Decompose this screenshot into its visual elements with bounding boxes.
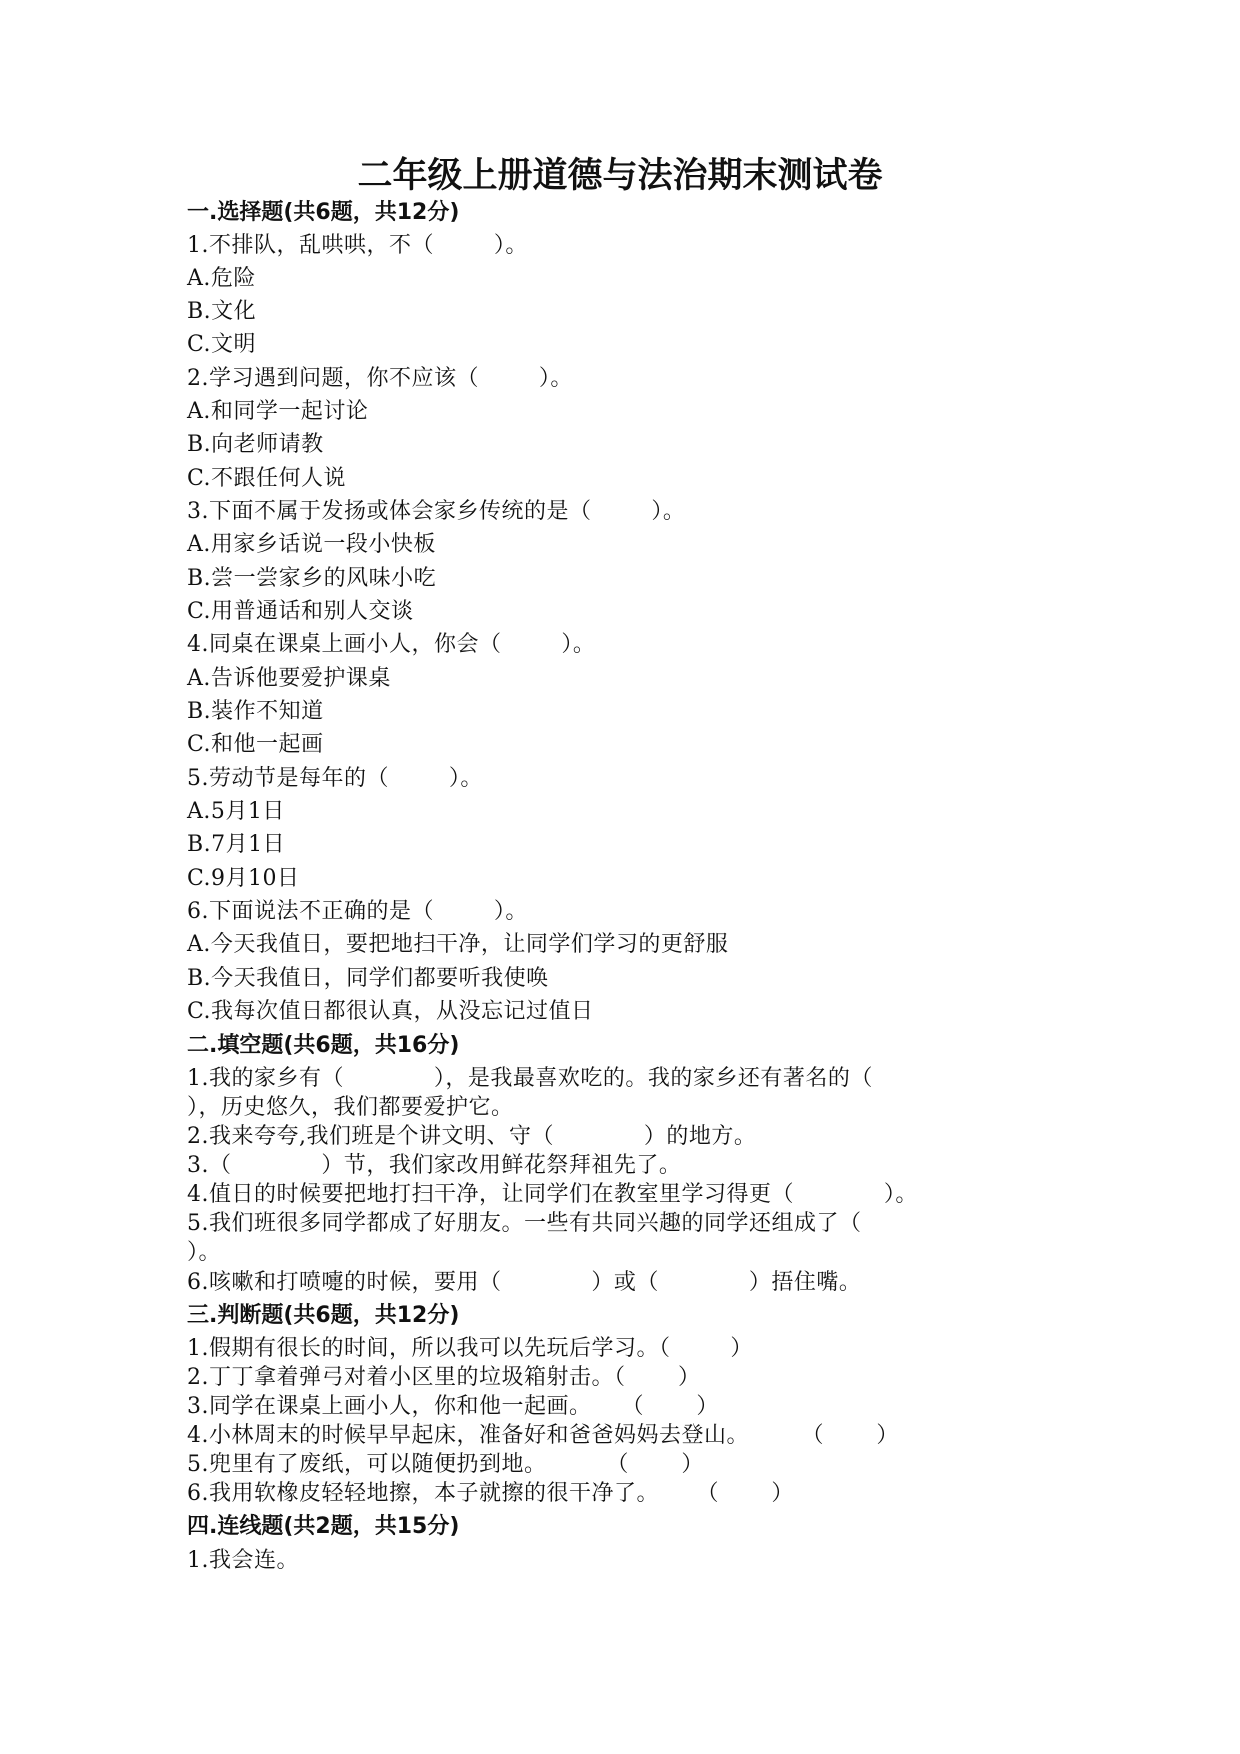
choice-option-6a: A.今天我值日，要把地扫干净，让同学们学习的更舒服: [187, 932, 729, 957]
fill-line-3: 3.（ ）节，我们家改用鲜花祭拜祖先了。: [187, 1153, 682, 1178]
fill-line-6: 6.咳嗽和打喷嚏的时候，要用（ ）或（ ）捂住嘴。: [187, 1270, 862, 1295]
section-heading-choice: 一.选择题(共6题，共12分): [187, 200, 460, 225]
choice-option-4c: C.和他一起画: [187, 732, 324, 757]
judge-line-6: 6.我用软橡皮轻轻地擦，本子就擦的很干净了。 （ ）: [187, 1481, 794, 1506]
choice-option-1b: B.文化: [187, 299, 257, 324]
fill-line-1: 1.我的家乡有（ ），是我最喜欢吃的。我的家乡还有著名的（: [187, 1066, 873, 1091]
judge-line-2: 2.丁丁拿着弹弓对着小区里的垃圾箱射击。（ ）: [187, 1365, 701, 1390]
choice-option-3b: B.尝一尝家乡的风味小吃: [187, 566, 437, 591]
choice-question-2: 2.学习遇到问题，你不应该（ ）。: [187, 366, 573, 391]
choice-option-1a: A.危险: [187, 266, 256, 291]
fill-line-5-cont: ）。: [187, 1240, 222, 1265]
choice-option-3a: A.用家乡话说一段小快板: [187, 532, 436, 557]
choice-option-6b: B.今天我值日，同学们都要听我使唤: [187, 966, 549, 991]
choice-option-2c: C.不跟任何人说: [187, 466, 347, 491]
choice-question-6: 6.下面说法不正确的是（ ）。: [187, 899, 528, 924]
choice-option-6c: C.我每次值日都很认真，从没忘记过值日: [187, 999, 594, 1024]
choice-question-3: 3.下面不属于发扬或体会家乡传统的是（ ）。: [187, 499, 686, 524]
choice-question-1: 1.不排队，乱哄哄，不（ ）。: [187, 233, 528, 258]
link-line-1: 1.我会连。: [187, 1548, 299, 1573]
choice-option-4b: B.装作不知道: [187, 699, 324, 724]
choice-option-2b: B.向老师请教: [187, 432, 324, 457]
choice-option-5a: A.5月1日: [187, 799, 285, 824]
page-title: 二年级上册道德与法治期末测试卷: [357, 156, 883, 196]
choice-option-5c: C.9月10日: [187, 866, 300, 891]
judge-line-1: 1.假期有很长的时间，所以我可以先玩后学习。（ ）: [187, 1336, 753, 1361]
judge-line-4: 4.小林周末的时候早早起床，准备好和爸爸妈妈去登山。 （ ）: [187, 1423, 899, 1448]
fill-line-4: 4.值日的时候要把地打扫干净，让同学们在教室里学习得更（ ）。: [187, 1182, 918, 1207]
section-heading-fill: 二.填空题(共6题，共16分): [187, 1033, 460, 1058]
fill-line-1-cont: ），历史悠久，我们都要爱护它。: [187, 1095, 514, 1120]
choice-option-3c: C.用普通话和别人交谈: [187, 599, 414, 624]
section-heading-link: 四.连线题(共2题，共15分): [187, 1514, 460, 1539]
choice-option-4a: A.告诉他要爱护课桌: [187, 666, 391, 691]
fill-line-5: 5.我们班很多同学都成了好朋友。一些有共同兴趣的同学还组成了（: [187, 1211, 862, 1236]
judge-line-3: 3.同学在课桌上画小人，你和他一起画。 （ ）: [187, 1394, 719, 1419]
choice-question-4: 4.同桌在课桌上画小人，你会（ ）。: [187, 632, 596, 657]
section-heading-judge: 三.判断题(共6题，共12分): [187, 1303, 460, 1328]
choice-option-5b: B.7月1日: [187, 832, 286, 857]
choice-question-5: 5.劳动节是每年的（ ）。: [187, 766, 483, 791]
choice-option-2a: A.和同学一起讨论: [187, 399, 369, 424]
choice-option-1c: C.文明: [187, 332, 257, 357]
judge-line-5: 5.兜里有了废纸，可以随便扔到地。 （ ）: [187, 1452, 704, 1477]
fill-line-2: 2.我来夸夸,我们班是个讲文明、守（ ）的地方。: [187, 1124, 757, 1149]
